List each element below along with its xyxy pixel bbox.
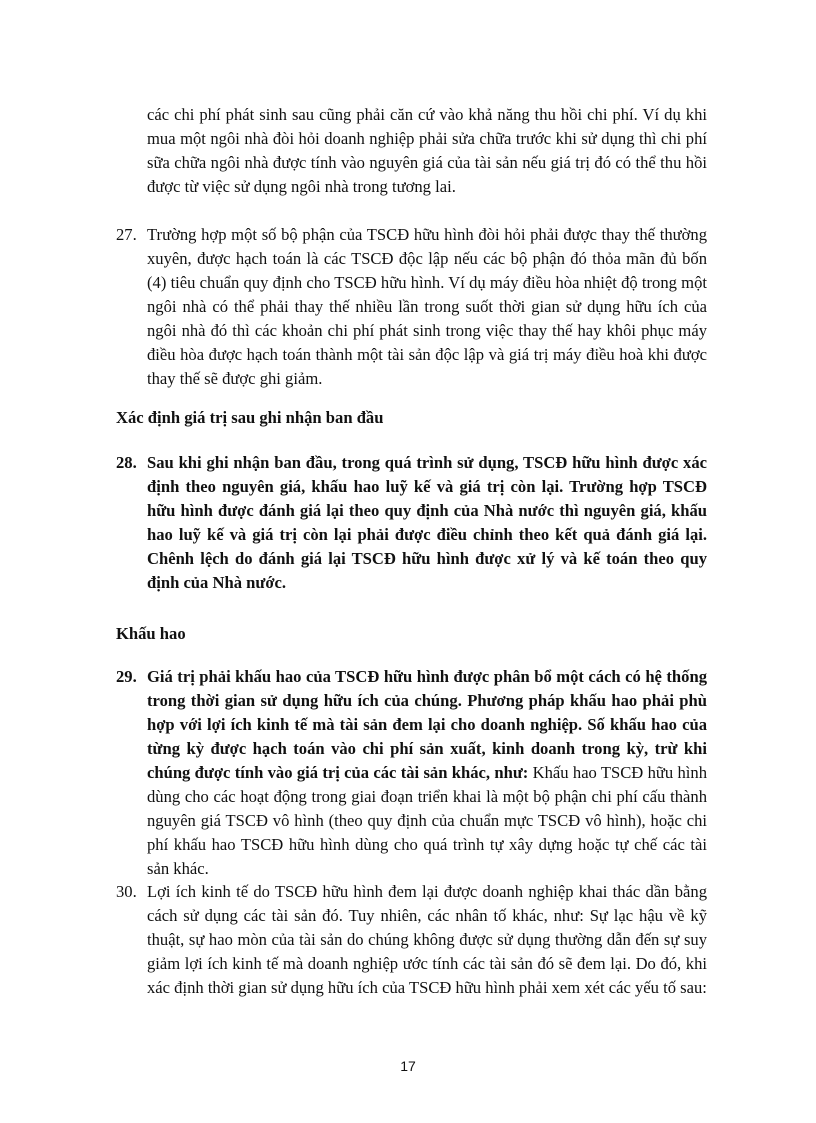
paragraph-27 — [116, 223, 707, 391]
paragraph-text — [147, 665, 707, 881]
paragraph-text: Trường hợp một số bộ phận của TSCĐ hữu hình đòi hỏi phải được thay thế thường xuyên, được hạch toán là các TSCĐ độc lập nếu các bộ phận đó thỏa mãn đủ bốn (4) tiêu chuẩn quy định cho TSCĐ hữu hình. Ví dụ máy điều hòa nhiệt độ trong một ngôi nhà có thể phải thay thế nhiều lần trong suốt thời gian sử dụng hữu ích của ngôi nhà đó thì các khoản chi phí phát sinh trong việc thay thế hay khôi phục máy điều hòa được hạch toán thành một tài sản độc lập và giá trị máy điều hoà khi được thay thế sẽ được ghi giảm. — [147, 225, 707, 388]
paragraph-number: 29. — [116, 667, 137, 686]
paragraph-number: 30. — [116, 882, 137, 901]
paragraph-bold-text: Giá trị phải khấu hao của TSCĐ hữu hình được phân bổ một cách có hệ thống trong thời gian sử dụng hữu ích của chúng. Phương pháp khấu hao phải phù hợp với lợi ích kinh tế mà tài sản đem lại cho doanh nghiệp. Số khấu hao của từng kỳ được hạch toán vào chi phí sản xuất, kinh doanh trong kỳ, trừ khi chúng được tính vào giá trị của các tài sản khác, như: — [147, 667, 707, 782]
paragraph-text: Sau khi ghi nhận ban đầu, trong quá trình sử dụng, TSCĐ hữu hình được xác định theo nguyên giá, khấu hao luỹ kế và giá trị còn lại. Trường hợp TSCĐ hữu hình được đánh giá lại theo quy định của Nhà nước thì nguyên giá, khấu hao luỹ kế và giá trị còn lại phải được điều chỉnh theo kết quả đánh giá lại. Chênh lệch do đánh giá lại TSCĐ hữu hình được xử lý và kế toán theo quy định của Nhà nước. — [147, 453, 707, 592]
section-heading-depreciation: Khấu hao — [116, 624, 186, 643]
paragraph-normal-text: Khấu hao TSCĐ hữu hình dùng cho các hoạt động trong giai đoạn triển khai là một bộ phận chi phí cấu thành nguyên giá TSCĐ vô hình (theo quy định của chuẩn mực TSCĐ vô hình), hoặc chi phí khấu hao TSCĐ hữu hình dùng cho quá trình tự xây dựng hoặc tự chế các tài sản khác. — [147, 763, 708, 878]
continuation-paragraph: các chi phí phát sinh sau cũng phải căn cứ vào khả năng thu hồi chi phí. Ví dụ khi mua một ngôi nhà đòi hỏi doanh nghiệp phải sửa chữa trước khi sử dụng thì chi phí sữa chữa ngôi nhà được tính vào nguyên giá của tài sản nếu giá trị đó có thể thu hồi được từ việc sử dụng ngôi nhà trong tương lai. — [147, 105, 707, 196]
paragraph-number: 28. — [116, 453, 137, 472]
paragraph-29 — [116, 665, 707, 881]
paragraph-text: Lợi ích kinh tế do TSCĐ hữu hình đem lại được doanh nghiệp khai thác dần bằng cách sử dụng các tài sản đó. Tuy nhiên, các nhân tố khác, như: Sự lạc hậu về kỹ thuật, sự hao mòn của tài sản do chúng không được sử dụng thường dẫn đến sự suy giảm lợi ích kinh tế mà doanh nghiệp ước tính các tài sản đó sẽ đem lại. Do đó, khi xác định thời gian sử dụng hữu ích của TSCĐ hữu hình phải xem xét các yếu tố sau: — [147, 882, 707, 997]
paragraph-28 — [116, 451, 707, 595]
section-heading-measurement: Xác định giá trị sau ghi nhận ban đầu — [116, 408, 384, 427]
page-number: 17 — [400, 1058, 416, 1074]
paragraph-30 — [116, 880, 707, 1000]
paragraph-number: 27. — [116, 225, 137, 244]
